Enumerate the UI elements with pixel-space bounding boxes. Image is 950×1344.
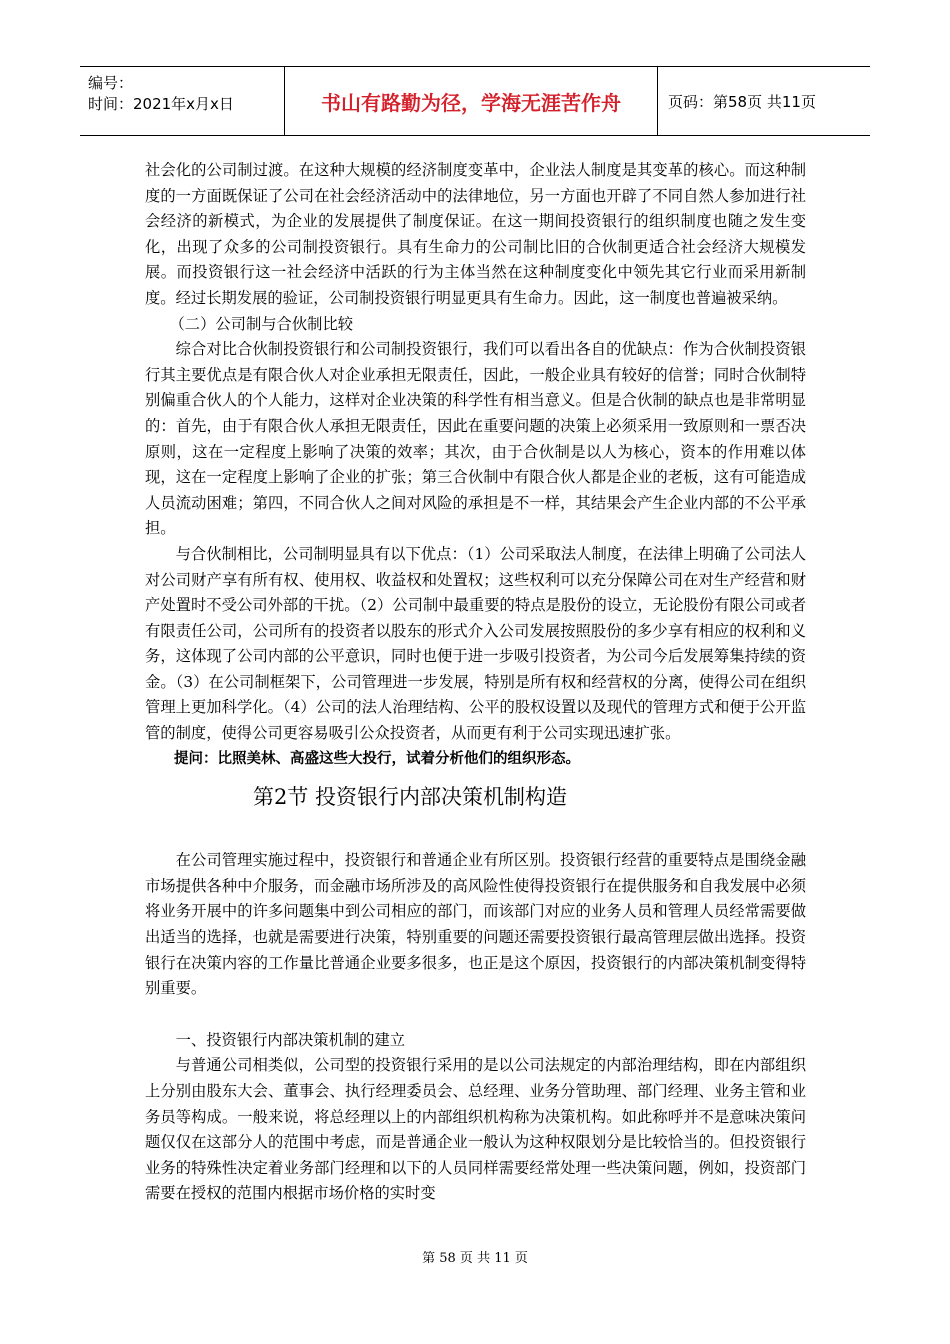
- page-header: [80, 66, 870, 136]
- document-body: [145, 158, 806, 1207]
- paragraph-4: 在公司管理实施过程中，投资银行和普通企业有所区别。投资银行经营的重要特点是围绕金融市场提供各种中介服务，而金融市场所涉及的高风险性使得投资银行在提供服务和自我发展中必须将业务开展中的许多问题集中到公司相应的部门，而该部门对应的业务人员和管理人员经常需要做出适当的选择，也就是需要进行决策，特别重要的问题还需要投资银行最高管理层做出选择。投资银行在决策内容的工作量比普通企业要多很多，也正是这个原因，投资银行的内部决策机制变得特别重要。: [145, 851, 806, 998]
- header-meta: [80, 67, 285, 135]
- question-prompt: 提问：比照美林、高盛这些大投行，试着分析他们的组织形态。: [174, 750, 580, 767]
- subheading-2: （二）公司制与合伙制比较: [169, 314, 354, 333]
- header-motto: 书山有路勤为径，学海无涯苦作舟: [285, 67, 658, 135]
- spacer: [145, 1002, 806, 1028]
- paragraph-5: 与普通公司相类似，公司型的投资银行采用的是以公司法规定的内部治理结构，即在内部组织上分别由股东大会、董事会、执行经理委员会、总经理、业务分管助理、部门经理、业务主管和业务员等构成。一般来说，将总经理以上的内部组织机构称为决策机构。如此称呼并不是意味决策问题仅仅在这部分人的范围中考虑，而是普通企业一般认为这种权限划分是比较恰当的。但投资银行业务的特殊性决定着业务部门经理和以下的人员同样需要经常处理一些决策问题，例如，投资部门需要在授权的范围内根据市场价格的实时变: [145, 1056, 806, 1203]
- subheading-1: 一、投资银行内部决策机制的建立: [175, 1030, 406, 1049]
- paragraph-3: 与合伙制相比，公司制明显具有以下优点：（1）公司采取法人制度，在法律上明确了公司法人对公司财产享有所有权、使用权、收益权和处置权；这些权利可以充分保障公司在对生产经营和财产处置时不受公司外部的干扰。（2）公司制中最重要的特点是股份的设立，无论股份有限公司或者有限责任公司，公司所有的投资者以股东的形式介入公司发展按照股份的多少享有相应的权利和义务，这体现了公司内部的公平意识，同时也便于进一步吸引投资者，为公司今后发展筹集持续的资金。（3）在公司制框架下，公司管理进一步发展，特别是所有权和经营权的分离，使得公司在组织管理上更加科学化。（4）公司的法人治理结构、公平的股权设置以及现代的管理方式和便于公开监管的制度，使得公司更容易吸引公众投资者，从而更有利于公司实现迅速扩张。: [145, 544, 806, 743]
- number-label: 编号：: [88, 74, 134, 92]
- paragraph-1: 社会化的公司制过渡。在这种大规模的经济制度变革中，企业法人制度是其变革的核心。而这种制度的一方面既保证了公司在社会经济活动中的法律地位，另一方面也开辟了不同自然人参加进行社会经济的新模式，为企业的发展提供了制度保证。在这一期间投资银行的组织制度也随之发生变化，出现了众多的公司制投资银行。具有生命力的公司制比旧的合伙制更适合社会经济大规模发展。而投资银行这一社会经济中活跃的行为主体当然在这种制度变化中领先其它行业而采用新制度。经过长期发展的验证，公司制投资银行明显更具有生命力。因此，这一制度也普遍被采纳。: [145, 161, 806, 307]
- date-label: 时间：2021年x月x日: [88, 95, 234, 113]
- paragraph-2: 综合对比合伙制投资银行和公司制投资银行，我们可以看出各自的优缺点：作为合伙制投资银行其主要优点是有限合伙人对企业承担无限责任，因此，一般企业具有较好的信誉；同时合伙制特别偏重合伙人的个人能力，这样对企业决策的科学性有相当意义。但是合伙制的缺点也是非常明显的：首先，由于有限合伙人承担无限责任，因此在重要问题的决策上必须采用一致原则和一票否决原则，这在一定程度上影响了决策的效率；其次，由于合伙制是以人为核心，资本的作用难以体现，这在一定程度上影响了企业的扩张；第三合伙制中有限合伙人都是企业的老板，这有可能造成人员流动困难；第四，不同合伙人之间对风险的承担是不一样，其结果会产生企业内部的不公平承担。: [145, 340, 806, 538]
- section-title: 第2节 投资银行内部决策机制构造: [253, 785, 568, 810]
- page-footer: 第 58 页 共 11 页: [422, 1251, 528, 1266]
- header-page-label: 页码：第58页 共11页: [668, 92, 816, 111]
